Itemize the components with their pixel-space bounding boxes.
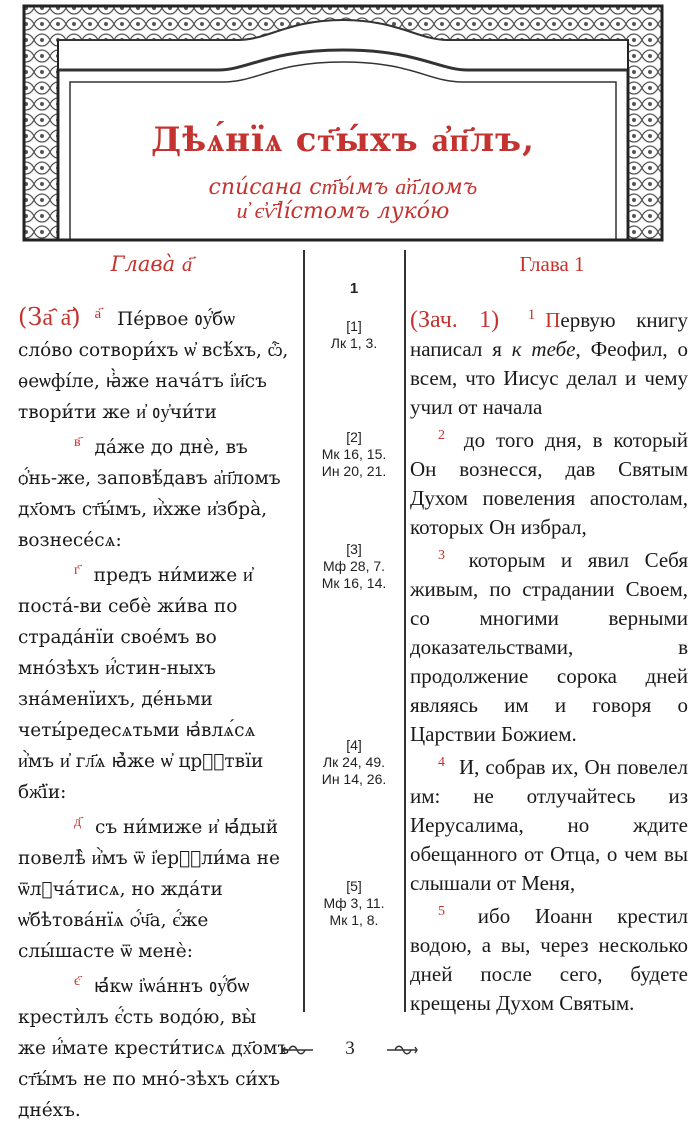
- verse-text: Пе́рвое ᲂу҆́бѡ сло́во сотвори́хъ ѡ҆ всѣ́хъ, ѽ, ѳеѡфі́ле, ꙗ҆̀же нача́тъ і҆и҃съ твори́ти же и҆ ᲂу҆чи́ти: [18, 309, 289, 423]
- verse-number: 1: [527, 307, 536, 323]
- slavonic-verse: [18, 432, 290, 556]
- reference-line: Мф 28, 7.: [322, 558, 386, 574]
- verse-number: 3: [438, 548, 445, 563]
- chapter-heading-russian: Глава 1: [519, 252, 585, 276]
- verse-number: а҃: [94, 303, 102, 322]
- russian-verse: [410, 753, 688, 898]
- verse-text: , Феофил, о всем, что Иисус делал и чему учил от начала: [410, 337, 688, 419]
- russian-text-column: [410, 306, 688, 1022]
- reference-line: Мк 1, 8.: [329, 912, 379, 928]
- verse-number: в҃: [74, 433, 81, 450]
- cross-reference: [305, 878, 403, 929]
- reference-chapter-number: 1: [349, 280, 359, 297]
- chapter-heading-slavonic: Глава̀ а҃: [110, 252, 193, 276]
- reference-number: [1]: [346, 318, 362, 334]
- verse-text: И, собрав их, Он повелел им: не отлучайтесь из Иерусалима, но ждите обещанного от Отца, о чем вы слышали от Меня,: [410, 755, 688, 895]
- reference-number: [4]: [346, 737, 362, 753]
- zachalo-marker: (За҄ а҃): [18, 303, 81, 331]
- reference-line: Мф 3, 11.: [323, 895, 385, 911]
- book-subtitle-line2: и҆ є҆ѵ҃lі́стомъ луко́ю: [236, 199, 450, 224]
- reference-number: [5]: [346, 878, 362, 894]
- verse-text: предъ ни́миже и҆ поста́-ви себѐ жи́ва по страда́нїи свое́мъ во мно́зѣхъ и҆́стин-ныхъ зна́менїихъ, де́ньми четы́редесѧтьми ꙗ҆влѧ́сѧ и҆̀мъ и҆ гл҃ѧ ꙗ҆̀же ѡ҆ црⷭ҇твїи бж҃їи:: [18, 565, 264, 803]
- cross-reference: [305, 318, 403, 352]
- book-title: Дѣѧ́нїѧ ст҃ы́хъ а҆п҃лъ,: [151, 120, 535, 160]
- verse-text: ибо Иоанн крестил водою, а вы, через несколько дней после сего, будете крещены Духом Святым.: [410, 904, 688, 1015]
- verse-text: съ ни́миже и҆ ꙗ҆́дый повелѣ̀ и҆̀мъ ѿ і҆ерⷭ҇ли́ма не ѿлꙋча́тисѧ, но жда́ти ѡ҆бѣтова́нїѧ ѻ҆́ч҃а, є҆́же слы́шасте ѿ менѐ:: [18, 817, 280, 962]
- page-number: 3: [345, 1038, 355, 1059]
- russian-verse: [410, 546, 688, 749]
- ornamental-header: [18, 0, 668, 246]
- verse-text: ервую книгу написал я: [410, 308, 689, 361]
- red-initial: П: [545, 308, 561, 332]
- right-ornament-icon: [385, 1043, 419, 1057]
- reference-line: Ин 20, 21.: [321, 463, 387, 479]
- left-ornament-icon: [281, 1043, 315, 1057]
- reference-line: Лк 24, 49.: [322, 754, 385, 770]
- russian-verse: [410, 306, 688, 422]
- slavonic-verse: [18, 812, 290, 967]
- verse-text: да́же до днѐ, въ ѻ҆́нь-же, заповѣ́давъ а҆п҃ломъ дх҃омъ ст҃ы́мъ, и҆̀хже и҆збра̀, вознесе́сѧ:: [18, 437, 281, 551]
- reference-number: [3]: [346, 541, 362, 557]
- slavonic-text-column: [18, 302, 290, 1130]
- reference-line: Лк 1, 3.: [330, 335, 378, 351]
- reference-number: [2]: [346, 429, 362, 445]
- verse-number: д҃: [74, 813, 82, 830]
- slavonic-verse: [18, 560, 290, 808]
- reference-line: Ин 14, 26.: [321, 771, 387, 787]
- book-subtitle-line1: спи́сана ст҃ы́мъ а҆п҃ломъ: [208, 175, 478, 200]
- zachalo-marker: (Зач. 1): [410, 307, 500, 333]
- russian-verse: [410, 902, 688, 1018]
- cross-reference: [305, 737, 403, 788]
- verse-number: г҃: [74, 561, 80, 578]
- verse-italic-text: к тебе: [511, 337, 576, 361]
- russian-verse: [410, 426, 688, 542]
- slavonic-verse: [18, 302, 290, 428]
- verse-number: 5: [438, 904, 445, 919]
- verse-number: 2: [438, 428, 445, 443]
- verse-text: ꙗ҆́кѡ і҆ѡа́ннъ ᲂу҆́бѡ крестѝлъ є҆́сть водо́ю, вы̀ же и҆́мате крести́тисѧ дх҃омъ ст҃ы́мъ не по мно́-зѣхъ си́хъ дне́хъ.: [18, 976, 290, 1121]
- verse-number: є҃: [74, 972, 81, 989]
- reference-line: Мк 16, 14.: [321, 575, 387, 591]
- column-divider-right: [404, 250, 406, 1012]
- cross-reference: [305, 429, 403, 480]
- reference-line: Мк 16, 15.: [321, 446, 387, 462]
- verse-text: до того дня, в который Он вознесся, дав Святым Духом повеления апостолам, которых Он избрал,: [410, 428, 689, 539]
- cross-reference: [305, 541, 403, 592]
- page-footer: [0, 1038, 700, 1060]
- verse-number: 4: [438, 755, 445, 770]
- verse-text: которым и явил Себя живым, по страдании Своем, со многими верными доказательствами, в продолжение сорока дней являясь им и говоря о Царствии Божием.: [410, 548, 689, 746]
